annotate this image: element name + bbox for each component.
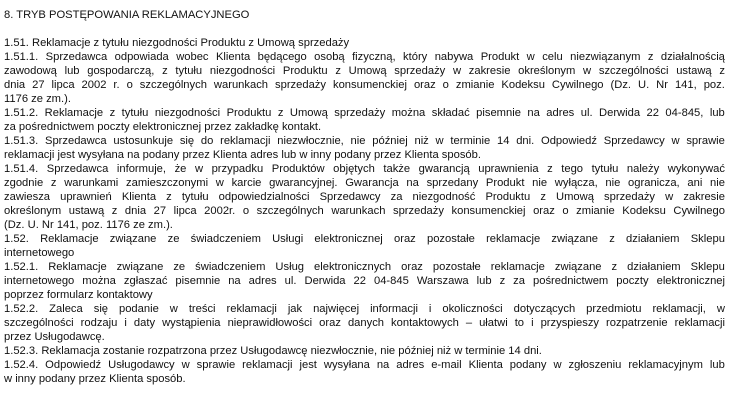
paragraph-line: reklamacji jest wysyłana na podany przez Klienta adres lub w inny podany przez Klienta sposób. [4, 149, 481, 161]
paragraph [4, 36, 725, 50]
section-title: 8. TRYB POSTĘPOWANIA REKLAMACYJNEGO [4, 9, 250, 21]
paragraph [4, 50, 725, 106]
paragraph-line: zawiesza uprawnień Klienta z tytułu odpowiedzialności Sprzedawcy za niezgodność Produktu z Umową sprzedaży w zakresie [4, 191, 725, 203]
paragraph [4, 134, 725, 162]
paragraph-list [4, 36, 725, 386]
paragraph [4, 302, 725, 344]
paragraph [4, 232, 725, 260]
paragraph-line: internetowego [4, 247, 75, 259]
paragraph-line: za pośrednictwem poczty elektronicznej przez zakładkę kontakt. [4, 121, 322, 133]
paragraph-line: 1.52.1. Reklamacje związane ze świadczeniem Usług elektronicznych oraz pozostałe reklamacje związane z działaniem Sklepu [4, 261, 725, 273]
paragraph-line: 1.52.2. Zaleca się podanie w treści reklamacji jak najwięcej informacji i okoliczności dotyczących przedmiotu reklamacji, w [4, 303, 725, 315]
paragraph [4, 106, 725, 134]
paragraph-line: 1.51.2. Reklamacje z tytułu niezgodności Produktu z Umową sprzedaży można składać pisemnie na adres ul. Derwida 22 04-845, lub [4, 107, 725, 119]
paragraph-line: 1.52. Reklamacje związane ze świadczeniem Usługi elektronicznej oraz pozostałe reklamacje związane z działaniem Sklepu [4, 233, 725, 245]
paragraph [4, 260, 725, 302]
paragraph-line: 1.51.3. Sprzedawca ustosunkuje się do reklamacji niezwłocznie, nie później niż w terminie 14 dni. Odpowiedź Sprzedawcy w sprawie [4, 135, 725, 147]
paragraph-line: szczególności rodzaju i daty wystąpienia nieprawidłowości oraz danych kontaktowych – ułatwi to i przyspieszy rozpatrzenie reklamacji [4, 317, 725, 329]
paragraph-line: zgodnie z warunkami zamieszczonymi w karcie gwarancyjnej. Gwarancja na sprzedany Produkt nie wyłącza, nie ogranicza, ani nie [4, 177, 725, 189]
paragraph-line: określonym ustawą z dnia 27 lipca 2002r. o szczególnych warunkach sprzedaży konsumenckiej oraz o zmianie Kodeksu Cywilnego [4, 205, 725, 217]
paragraph [4, 344, 725, 358]
section-spacer [4, 22, 725, 36]
paragraph-line: 1176 ze zm.). [4, 93, 71, 105]
paragraph-line: dnia 27 lipca 2002 r. o szczególnych warunkach sprzedaży konsumenckiej oraz o zmianie Kodeksu Cywilnego (Dz. U. Nr 141, poz. [4, 79, 725, 91]
paragraph [4, 358, 725, 386]
paragraph-line: 1.51.4. Sprzedawca informuje, że w przypadku Produktów objętych także gwarancją uprawnienia z tego tytułu należy wykonywać [4, 163, 725, 175]
paragraph-line: 1.52.4. Odpowiedź Usługodawcy w sprawie reklamacji jest wysyłana na adres e-mail Klienta podany w zgłoszeniu reklamacyjnym lub [4, 359, 725, 371]
paragraph-line: poprzez formularz kontaktowy [4, 289, 153, 301]
paragraph-line: 1.51.1. Sprzedawca odpowiada wobec Klienta będącego osobą fizyczną, który nabywa Produkt w celu niezwiązanym z działalnością [4, 51, 725, 63]
paragraph-line: 1.51. Reklamacje z tytułu niezgodności Produktu z Umową sprzedaży [4, 37, 350, 49]
paragraph-line: przez Usługodawcę. [4, 331, 105, 343]
paragraph-line: 1.52.3. Reklamacja zostanie rozpatrzona przez Usługodawcę niezwłocznie, nie później niż w terminie 14 dni. [4, 345, 542, 357]
paragraph-line: (Dz. U. Nr 141, poz. 1176 ze zm.). [4, 219, 173, 231]
paragraph-line: zawodową lub gospodarczą, z tytułu niezgodności Produktu z Umową sprzedaży w zakresie określonym w szczególności ustawą z [4, 65, 725, 77]
paragraph-line: w inny podany przez Klienta sposób. [4, 373, 186, 385]
paragraph [4, 162, 725, 232]
paragraph-line: internetowego można zgłaszać pisemnie na adres ul. Derwida 22 04-845 Warszawa lub z za pośrednictwem poczty elektronicznej [4, 275, 725, 287]
